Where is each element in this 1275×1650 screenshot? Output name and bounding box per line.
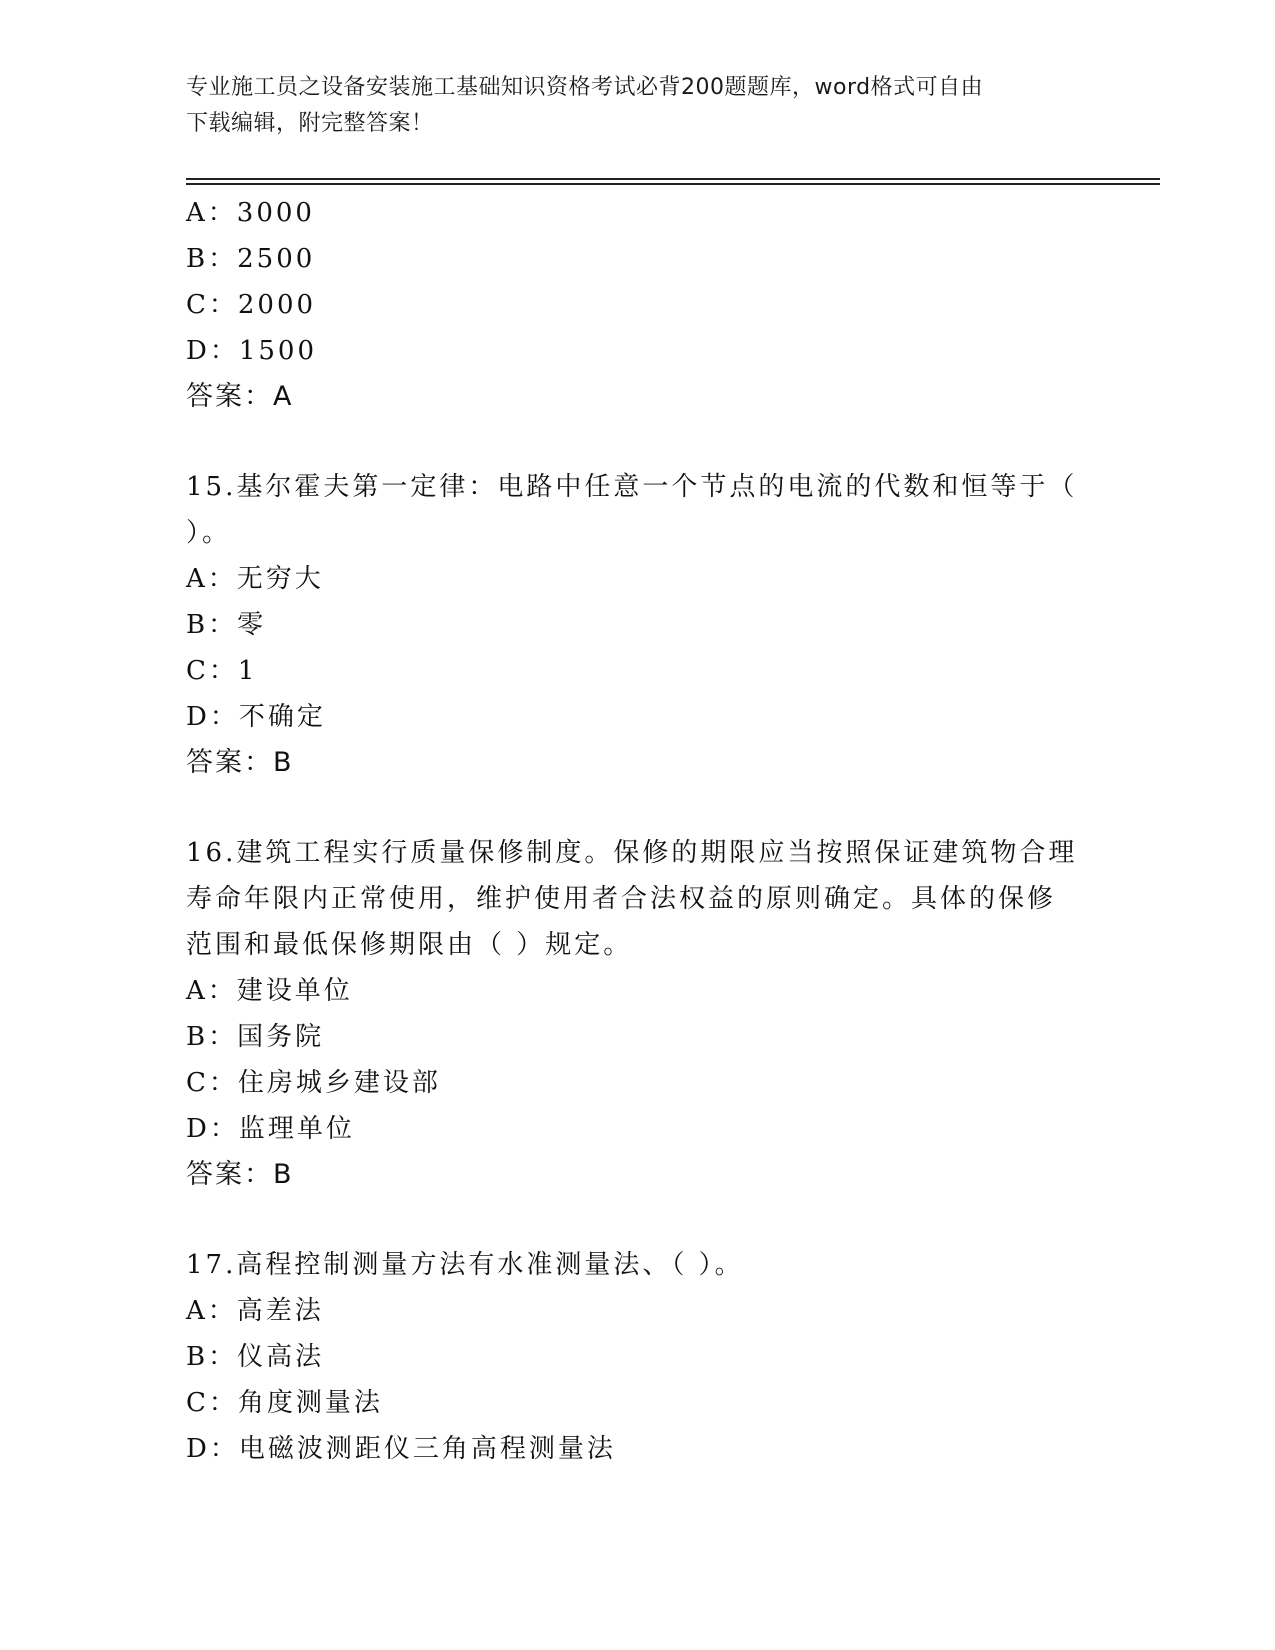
option-c: C：住房城乡建设部 <box>186 1068 441 1098</box>
header-line-1: 专业施工员之设备安装施工基础知识资格考试必背200题题库，word格式可自由 <box>186 75 984 100</box>
answer-line: 答案：A <box>186 381 294 412</box>
option-a: A：无穷大 <box>186 564 324 594</box>
header-divider-top <box>186 178 1160 180</box>
question-text-line-1: 16.建筑工程实行质量保修制度。保修的期限应当按照保证建筑物合理 <box>186 838 1078 868</box>
question-text-line-1: 15.基尔霍夫第一定律：电路中任意一个节点的电流的代数和恒等于（ <box>186 472 1078 502</box>
header-divider-bottom <box>186 183 1160 185</box>
option-c: C：2000 <box>186 290 317 320</box>
option-d: D：1500 <box>186 336 318 366</box>
question-block-14 <box>186 190 1086 420</box>
question-text-line-3: 范围和最低保修期限由（ ）规定。 <box>186 930 633 960</box>
question-block-16 <box>186 830 1086 1198</box>
question-text-line-1: 17.高程控制测量方法有水准测量法、（ ）。 <box>186 1250 744 1280</box>
option-d: D：电磁波测距仪三角高程测量法 <box>186 1434 616 1464</box>
question-list <box>186 190 1086 1472</box>
document-header <box>186 70 1086 142</box>
option-b: B：仪高法 <box>186 1342 325 1372</box>
option-d: D：不确定 <box>186 702 326 732</box>
question-text-line-2: 寿命年限内正常使用，维护使用者合法权益的原则确定。具体的保修 <box>186 884 1057 914</box>
option-c: C：角度测量法 <box>186 1388 383 1418</box>
question-block-17 <box>186 1242 1086 1472</box>
option-d: D：监理单位 <box>186 1114 355 1144</box>
option-b: B：零 <box>186 610 267 640</box>
option-c: C：1 <box>186 656 258 686</box>
option-a: A：高差法 <box>186 1296 324 1326</box>
header-line-2: 下载编辑，附完整答案！ <box>186 111 434 136</box>
question-block-15 <box>186 464 1086 786</box>
option-b: B：2500 <box>186 244 316 274</box>
option-b: B：国务院 <box>186 1022 325 1052</box>
answer-line: 答案：B <box>186 1159 294 1190</box>
question-text-line-2: ）。 <box>186 518 232 548</box>
option-a: A：3000 <box>186 198 315 228</box>
answer-line: 答案：B <box>186 747 294 778</box>
option-a: A：建设单位 <box>186 976 353 1006</box>
